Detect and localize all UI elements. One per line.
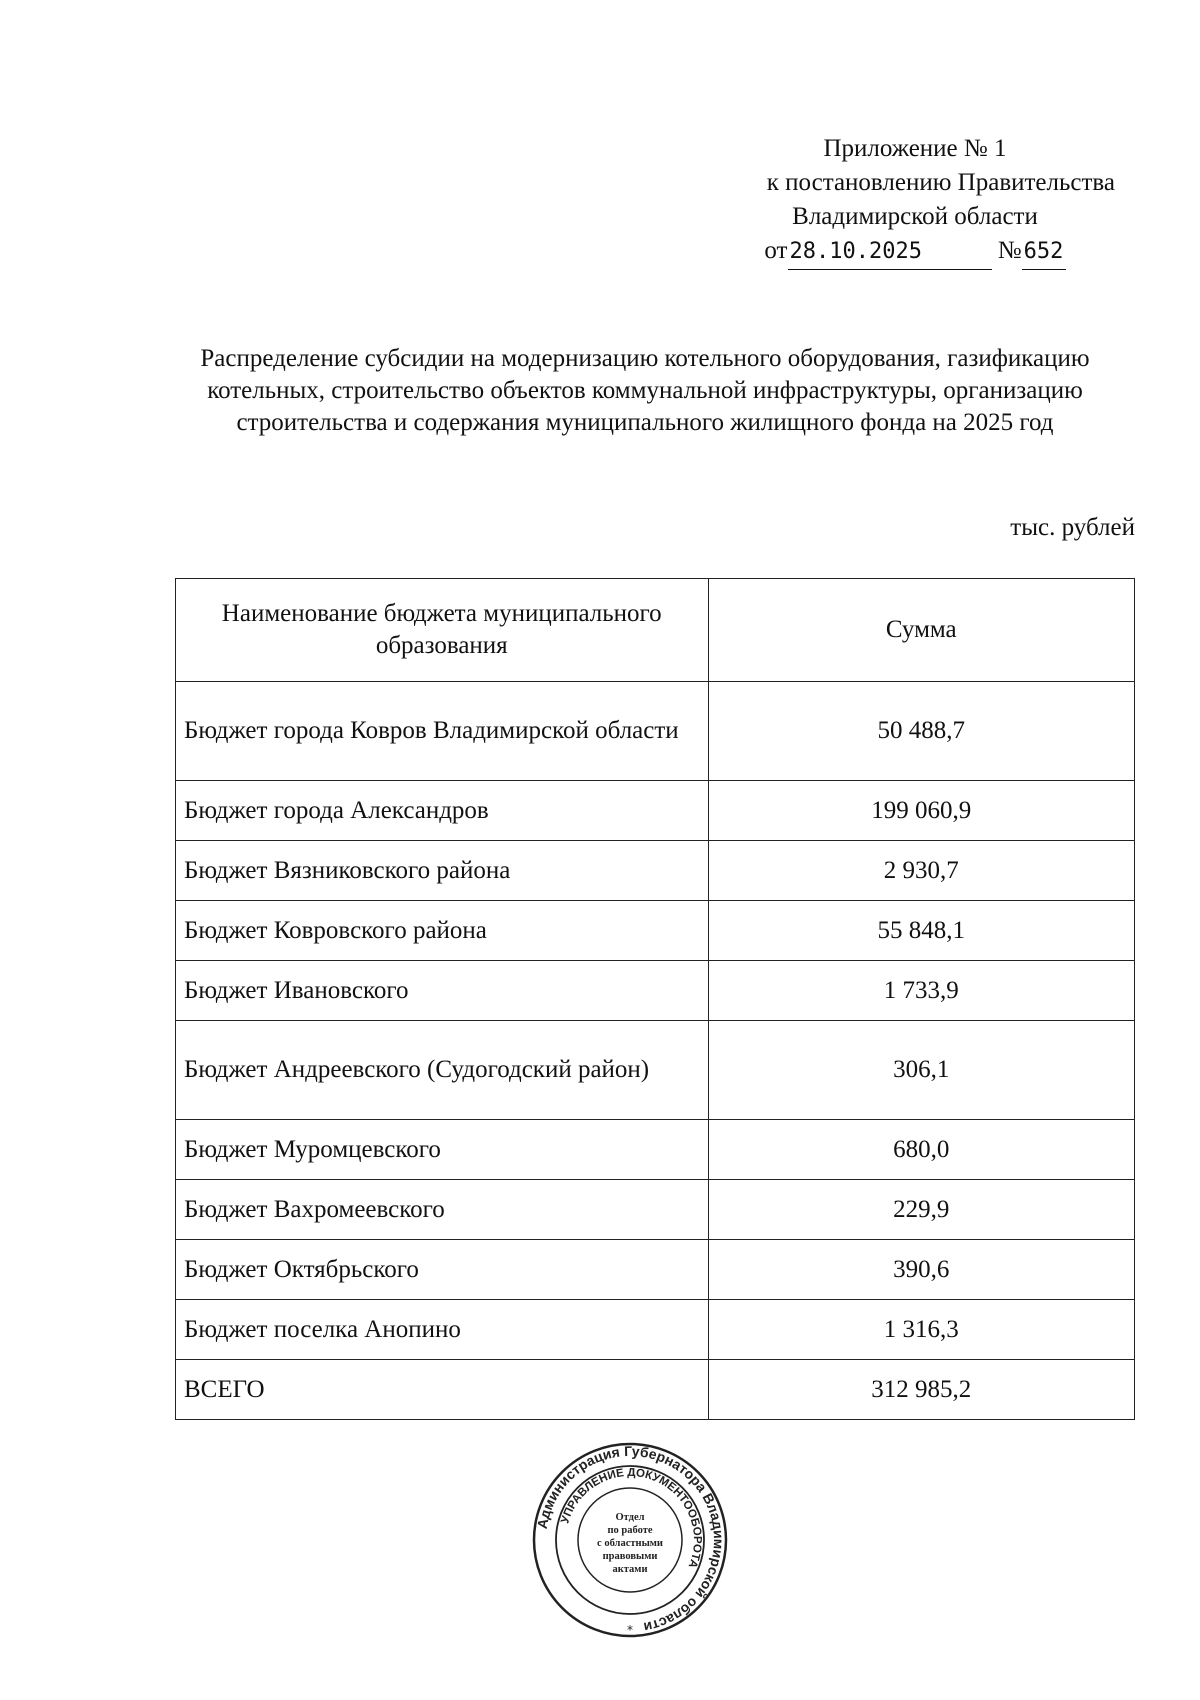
table-row bbox=[176, 901, 1135, 961]
appendix-region: Владимирской области bbox=[792, 203, 1038, 230]
stamp-star-icon: * bbox=[627, 1623, 633, 1637]
table-row bbox=[176, 961, 1135, 1021]
stamp-center-line: с областными bbox=[597, 1538, 663, 1549]
number-prefix: № bbox=[997, 237, 1022, 264]
row-sum: 306,1 bbox=[708, 1021, 1135, 1120]
resolution-number: 652 bbox=[1022, 235, 1066, 270]
table-row bbox=[176, 1180, 1135, 1240]
row-name: Бюджет Ивановского bbox=[176, 961, 709, 1021]
appendix-number: Приложение № 1 bbox=[823, 135, 1007, 162]
header-name: Наименование бюджета муниципального образования bbox=[176, 579, 709, 682]
row-sum: 390,6 bbox=[708, 1240, 1135, 1300]
row-name: Бюджет города Александров bbox=[176, 781, 709, 841]
header-sum: Сумма bbox=[708, 579, 1135, 682]
table-row bbox=[176, 1120, 1135, 1180]
row-name: Бюджет Вязниковского района bbox=[176, 841, 709, 901]
row-name: Бюджет Ковровского района bbox=[176, 901, 709, 961]
row-sum: 680,0 bbox=[708, 1120, 1135, 1180]
stamp-inner-ring-text: УПРАВЛЕНИЕ ДОКУМЕНТООБОРОТА bbox=[559, 1466, 704, 1570]
table-header-row bbox=[176, 579, 1135, 682]
table-row bbox=[176, 1300, 1135, 1360]
stamp-center-line: Отдел bbox=[615, 1512, 645, 1523]
table-total-row bbox=[176, 1360, 1135, 1420]
appendix-header bbox=[695, 132, 1115, 270]
row-name: Бюджет Октябрьского bbox=[176, 1240, 709, 1300]
row-sum: 50 488,7 bbox=[708, 682, 1135, 781]
stamp-center-line: правовыми bbox=[602, 1551, 658, 1562]
date-prefix: от bbox=[764, 237, 788, 264]
row-sum: 55 848,1 bbox=[708, 901, 1135, 961]
total-sum: 312 985,2 bbox=[708, 1360, 1135, 1420]
row-sum: 1 316,3 bbox=[708, 1300, 1135, 1360]
table-row bbox=[176, 841, 1135, 901]
stamp-center-line: актами bbox=[612, 1564, 648, 1575]
total-label: ВСЕГО bbox=[176, 1360, 709, 1420]
subsidy-table bbox=[175, 578, 1135, 1420]
stamp-seal-icon bbox=[530, 1440, 730, 1640]
row-sum: 199 060,9 bbox=[708, 781, 1135, 841]
row-name: Бюджет Муромцевского bbox=[176, 1120, 709, 1180]
units-label: тыс. рублей bbox=[1010, 514, 1135, 541]
table-row bbox=[176, 682, 1135, 781]
stamp-center-line: по работе bbox=[607, 1525, 653, 1536]
row-sum: 1 733,9 bbox=[708, 961, 1135, 1021]
row-sum: 229,9 bbox=[708, 1180, 1135, 1240]
resolution-date: 28.10.2025 bbox=[788, 235, 992, 270]
row-name: Бюджет поселка Анопино bbox=[176, 1300, 709, 1360]
table-row bbox=[176, 1021, 1135, 1120]
row-sum: 2 930,7 bbox=[708, 841, 1135, 901]
appendix-resolution: к постановлению Правительства bbox=[766, 169, 1115, 196]
table-row bbox=[176, 781, 1135, 841]
document-title: Распределение субсидии на модернизацию котельного оборудования, газификацию котельных, строительство объектов коммунальной инфраструктуры, организацию строительства и содержания муниципального жилищного фонда на 2025 год bbox=[200, 345, 1090, 436]
stamp-outer-text: Администрация Губернатора Владимирской области bbox=[533, 1442, 728, 1636]
row-name: Бюджет Вахромеевского bbox=[176, 1180, 709, 1240]
appendix-date-line bbox=[715, 234, 1115, 270]
official-stamp bbox=[530, 1440, 730, 1640]
row-name: Бюджет Андреевского (Судогодский район) bbox=[176, 1021, 709, 1120]
row-name: Бюджет города Ковров Владимирской области bbox=[176, 682, 709, 781]
table-row bbox=[176, 1240, 1135, 1300]
